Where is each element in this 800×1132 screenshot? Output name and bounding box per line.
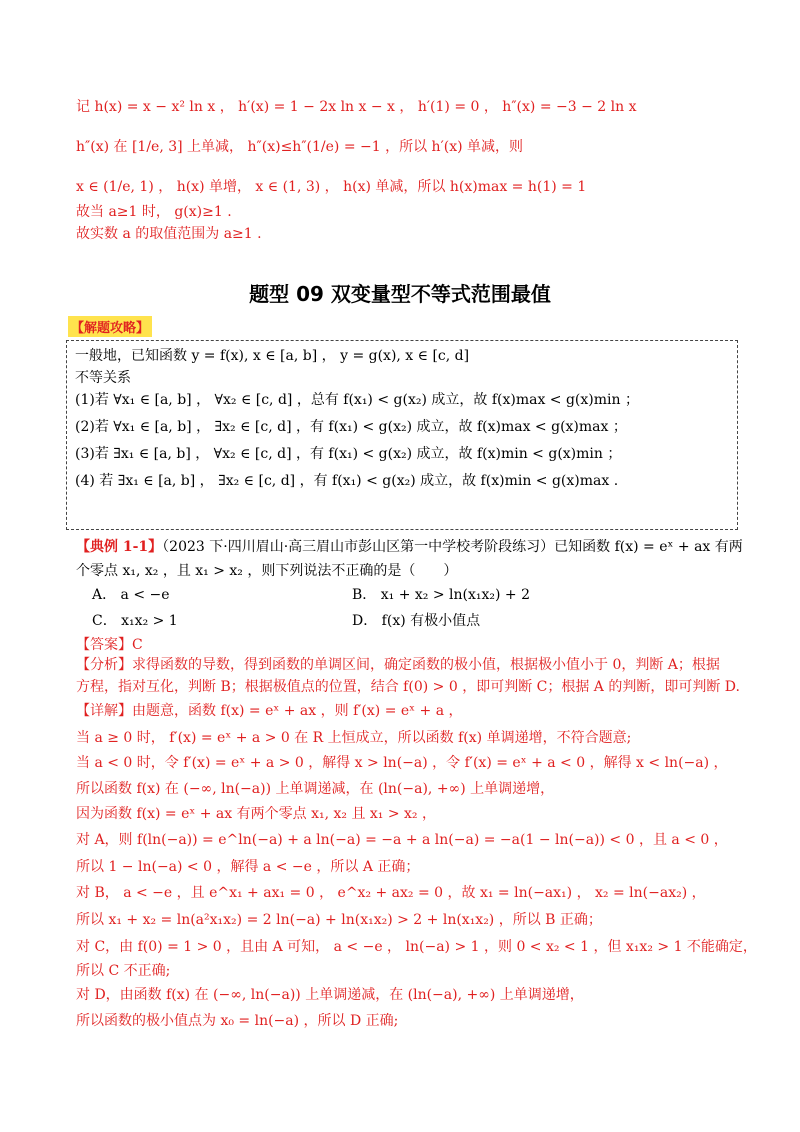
example-stem-1: （2023 下·四川眉山·高三眉山市彭山区第一中学校考阶段练习）已知函数 f(x) = eˣ + ax 有两	[162, 539, 743, 555]
example-label: 【典例 1-1】	[76, 539, 163, 555]
option-d: D． f(x) 有极小值点	[352, 613, 481, 629]
box-item-4: (4) 若 ∃x₁ ∈ [a, b] ， ∃x₂ ∈ [c, d] ，有 f(x₁) < g(x₂) 成立，故 f(x)min < g(x)max .	[75, 473, 619, 489]
analysis-line-1: 【分析】求得函数的导数，得到函数的单调区间，确定函数的极小值，根据极小值小于 0，判断 A；根据	[76, 657, 720, 673]
detail-line-1: 【详解】由题意，函数 f(x) = eˣ + ax ，则 f′(x) = eˣ + a ，	[76, 703, 463, 719]
detail-line-4: 所以函数 f(x) 在 (−∞, ln(−a)) 上单调递减，在 (ln(−a), +∞) 上单调递增，	[76, 781, 555, 797]
solution-line-3: x ∈ (1/e, 1) ， h(x) 单增， x ∈ (1, 3) ， h(x) 单减，所以 h(x)max = h(1) = 1	[76, 179, 587, 195]
detail-line-8: 对 B， a < −e ，且 e^x₁ + ax₁ = 0 ， e^x₂ + ax₂ = 0 ，故 x₁ = ln(−ax₁) ， x₂ = ln(−ax₂) ，	[76, 885, 706, 901]
detail-line-13: 所以函数的极小值点为 x₀ = ln(−a) ，所以 D 正确;	[76, 1013, 399, 1029]
option-b: B． x₁ + x₂ > ln(x₁x₂) + 2	[352, 587, 530, 603]
detail-line-5: 因为函数 f(x) = eˣ + ax 有两个零点 x₁, x₂ 且 x₁ > x₂ ，	[76, 806, 436, 822]
detail-line-7: 所以 1 − ln(−a) < 0 ，解得 a < −e ，所以 A 正确；	[76, 859, 420, 875]
box-intro: 一般地，已知函数 y = f(x), x ∈ [a, b] ， y = g(x), x ∈ [c, d]	[75, 348, 470, 364]
option-c: C． x₁x₂ > 1	[92, 613, 178, 629]
box-item-2: (2)若 ∀x₁ ∈ [a, b] ， ∃x₂ ∈ [c, d] ，有 f(x₁) < g(x₂) 成立，故 f(x)max < g(x)max ；	[75, 419, 627, 435]
solution-line-2: h″(x) 在 [1/e, 3] 上单减， h″(x)≤h″(1/e) = −1 ，所以 h′(x) 单减，则	[76, 139, 524, 155]
detail-line-3: 当 a < 0 时，令 f′(x) = eˣ + a > 0 ，解得 x > ln(−a) ，令 f′(x) = eˣ + a < 0 ，解得 x < ln(−a) ，	[76, 755, 728, 771]
detail-line-12: 对 D，由函数 f(x) 在 (−∞, ln(−a)) 上单调递减，在 (ln(−a), +∞) 上单调递增，	[76, 987, 584, 1003]
solution-line-4: 故当 a≥1 时， g(x)≥1 .	[76, 204, 232, 220]
section-title: 题型 09 双变量型不等式范围最值	[249, 282, 551, 306]
detail-line-11: 所以 C 不正确;	[76, 963, 171, 979]
analysis-line-2: 方程，指对互化，判断 B；根据极值点的位置，结合 f(0) > 0 ，即可判断 C；根据 A 的判断，即可判断 D.	[76, 679, 740, 695]
box-item-3: (3)若 ∃x₁ ∈ [a, b] ， ∀x₂ ∈ [c, d] ，有 f(x₁) < g(x₂) 成立，故 f(x)min < g(x)min ；	[75, 446, 622, 462]
detail-line-10: 对 C，由 f(0) = 1 > 0 ，且由 A 可知， a < −e ， ln(−a) > 1 ，则 0 < x₂ < 1 ，但 x₁x₂ > 1 不能确定，	[76, 939, 757, 955]
example-stem-2: 个零点 x₁, x₂ ，且 x₁ > x₂ ，则下列说法不正确的是（ ）	[76, 563, 458, 579]
example-stem-line-1	[76, 536, 743, 558]
detail-line-6: 对 A，则 f(ln(−a)) = e^ln(−a) + a ln(−a) = −a + a ln(−a) = −a(1 − ln(−a)) < 0 ，且 a < 0 ，	[76, 832, 728, 848]
option-a: A． a < −e	[92, 587, 170, 603]
box-relation: 不等关系	[75, 370, 131, 386]
strategy-tag: 【解题攻略】	[68, 316, 152, 337]
detail-line-2: 当 a ≥ 0 时， f′(x) = eˣ + a > 0 在 R 上恒成立，所以函数 f(x) 单调递增，不符合题意;	[76, 730, 632, 746]
solution-line-1: 记 h(x) = x − x² ln x ， h′(x) = 1 − 2x ln x − x ， h′(1) = 0 ， h″(x) = −3 − 2 ln x	[76, 99, 637, 115]
strategy-box	[66, 340, 738, 530]
detail-line-9: 所以 x₁ + x₂ = ln(a²x₁x₂) = 2 ln(−a) + ln(x₁x₂) > 2 + ln(x₁x₂) ，所以 B 正确；	[76, 912, 602, 928]
box-item-1: (1)若 ∀x₁ ∈ [a, b] ， ∀x₂ ∈ [c, d] ，总有 f(x₁) < g(x₂) 成立，故 f(x)max < g(x)min ；	[75, 392, 639, 408]
solution-line-5: 故实数 a 的取值范围为 a≥1 .	[76, 226, 262, 242]
answer: 【答案】C	[76, 637, 143, 653]
